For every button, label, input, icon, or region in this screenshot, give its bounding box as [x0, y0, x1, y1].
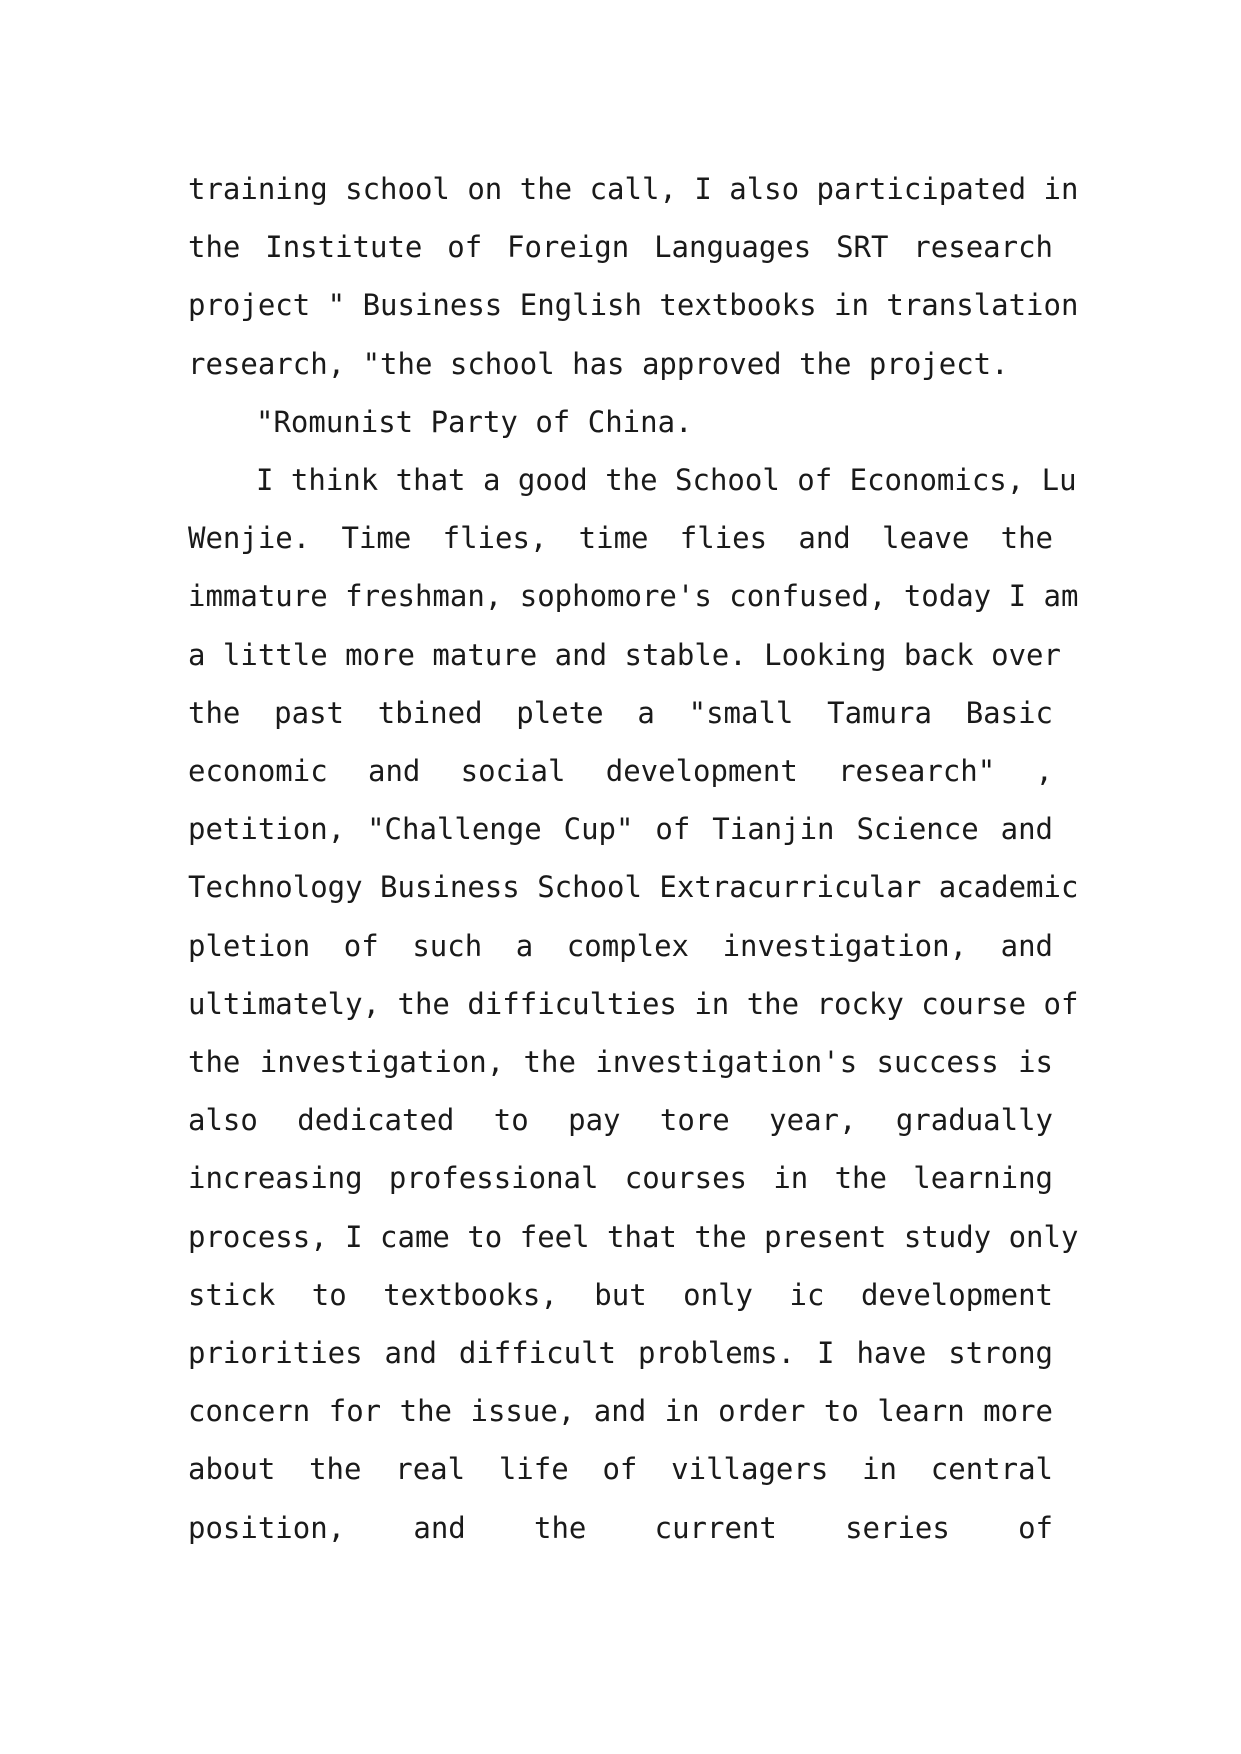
paragraph-2	[188, 393, 1053, 451]
text-line: stick to textbooks, but only ic development	[188, 1277, 1053, 1312]
text-line: increasing professional courses in the learning	[188, 1161, 1053, 1196]
body-text	[188, 160, 1079, 1557]
text-line: petition, "Challenge Cup" of Tianjin Science and	[188, 812, 1053, 847]
text-line: the Institute of Foreign Languages SRT research	[188, 230, 1053, 265]
text-line: process, I came to feel that the present study only	[188, 1219, 1079, 1254]
text-line: also dedicated to pay tore year, gradually	[188, 1103, 1053, 1138]
paragraph-1	[188, 160, 1079, 393]
text-line: a little more mature and stable. Looking back over	[188, 637, 1061, 672]
text-line: concern for the issue, and in order to learn more	[188, 1394, 1053, 1429]
text-line: the past tbined plete a "small Tamura Basic	[188, 695, 1053, 730]
text-line: position, and the current series of	[188, 1510, 1053, 1545]
text-line: "Romunist Party of China.	[256, 404, 693, 439]
text-line: training school on the call, I also participated in	[188, 172, 1079, 206]
text-line: priorities and difficult problems. I have strong	[188, 1336, 1053, 1371]
paragraph-3	[188, 451, 1079, 1557]
text-line: ultimately, the difficulties in the rocky course of	[188, 986, 1079, 1021]
text-line: I think that a good the School of Economics, Lu	[256, 463, 1077, 498]
text-line: economic and social development research" ,	[188, 754, 1053, 789]
text-line: Technology Business School Extracurricular academic	[188, 870, 1079, 905]
text-line: about the real life of villagers in central	[188, 1452, 1053, 1487]
text-line: research, "the school has approved the project.	[188, 346, 1009, 381]
text-line: pletion of such a complex investigation, and	[188, 928, 1053, 963]
text-line: immature freshman, sophomore's confused, today I am	[188, 579, 1079, 614]
text-line: project " Business English textbooks in translation	[188, 288, 1079, 323]
text-line: the investigation, the investigation's success is	[188, 1045, 1053, 1080]
text-line: Wenjie. Time flies, time flies and leave the	[188, 521, 1053, 556]
